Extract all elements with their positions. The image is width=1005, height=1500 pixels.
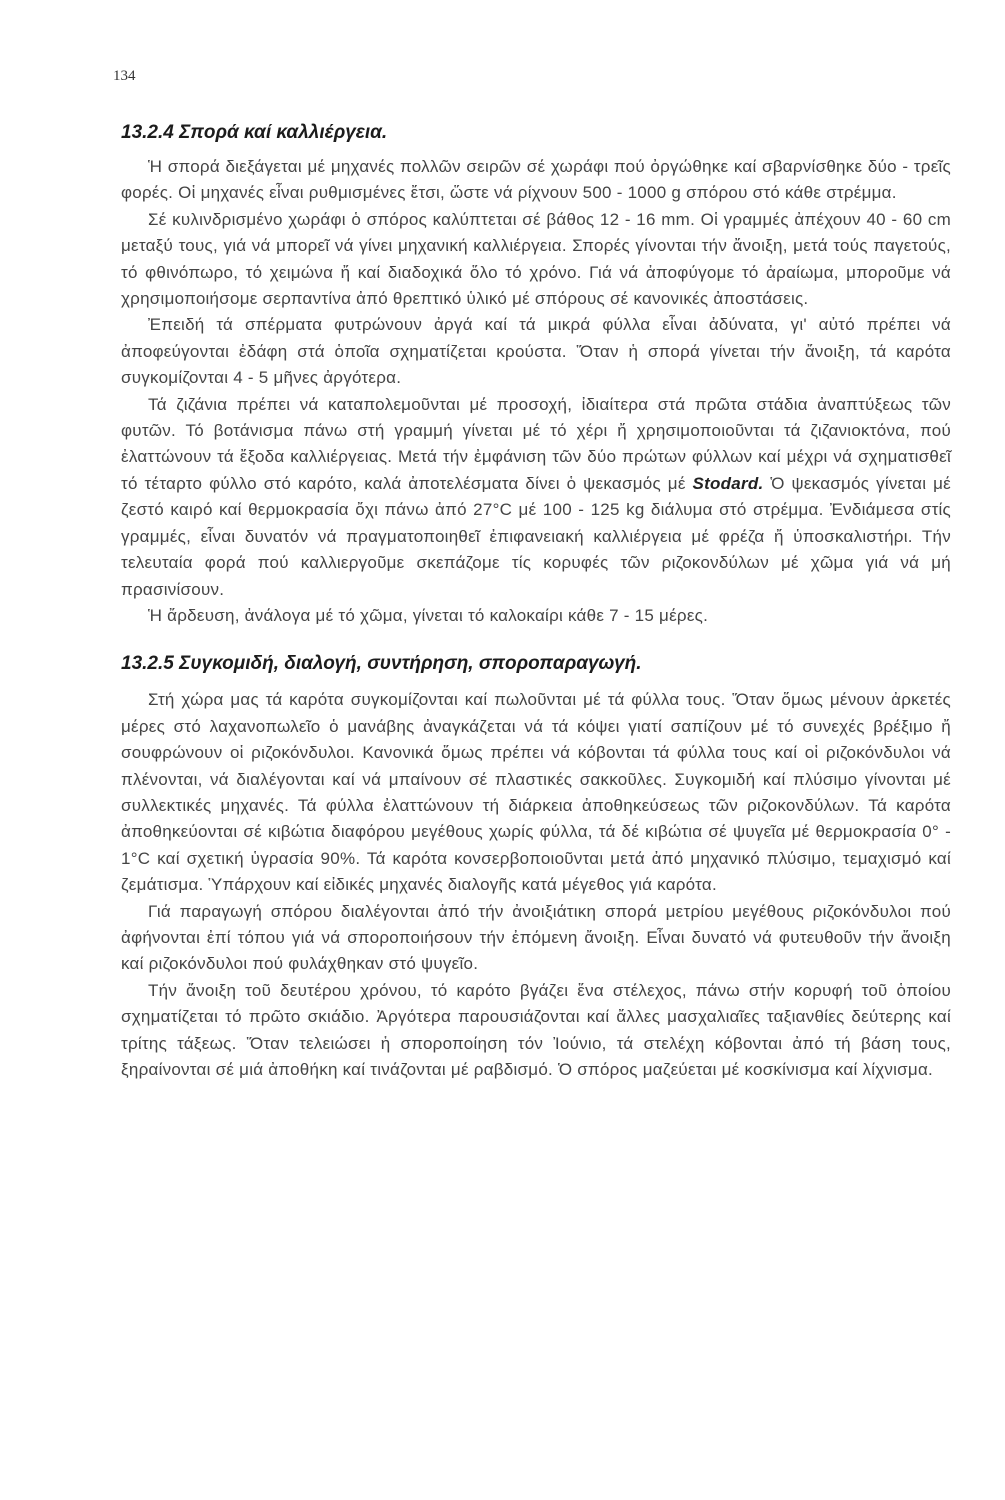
paragraph: Στή χώρα μας τά καρότα συγκομίζονται καί πωλοῦνται μέ τά φύλλα τους. Ὅταν ὅμως μένουν ἀρκετές μέρες στό λαχανοπωλεῖο ὁ μανάβης ἀναγκάζεται νά τά κόψει γιατί σαπίζουν μέ τό συνεχές βρέξιμο ἤ σουφρώνουν οἱ ριζοκόνδυλοι. Κανονικά ὅμως πρέπει νά κόβονται τά φύλλα τους καί οἱ ριζοκόνδυλοι νά πλένονται, νά διαλέγονται καί νά μπαίνουν σέ πλαστικές σακκοῦλες. Συγκομιδή καί πλύσιμο γίνονται μέ συλλεκτικές μηχανές. Τά φύλλα ἐλαττώνουν τή διάρκεια ἀποθηκεύσεως τῶν ριζοκονδύλων. Τά καρότα ἀποθηκεύονται σέ κιβώτια διαφόρου μεγέθους χωρίς φύλλα, τά δέ κιβώτια σέ ψυγεῖα μέ θερμοκρασία 0° - 1°C καί σχετική ὑγρασία 90%. Τά καρότα κονσερβοποιοῦνται μετά ἀπό μηχανικό πλύσιμο, τεμαχισμό καί ζεμάτισμα. Ὑπάρχουν καί εἰδικές μηχανές διαλογῆς κατά μέγεθος γιά καρότα. (121, 690, 951, 895)
section-heading-harvest: 13.2.5 Συγκομιδή, διαλογή, συντήρηση, σποροπαραγωγή. (121, 653, 642, 675)
paragraph: Τήν ἄνοιξη τοῦ δευτέρου χρόνου, τό καρότο βγάζει ἕνα στέλεχος, πάνω στήν κορυφή τοῦ ὁποίου σχηματίζεται τό πρῶτο σκιάδιο. Ἀργότερα παρουσιάζονται καί ἄλλες μασχαλιαῖες ταξιανθίες δεύτερης καί τρίτης τάξεως. Ὅταν τελειώσει ἡ σποροποίηση τόν Ἰούνιο, τά στελέχη κόβονται ἀπό τή βάση τους, ξηραίνονται σέ μιά ἀποθήκη καί τινάζονται μέ ραβδισμό. Ὁ σπόρος μαζεύεται μέ κοσκίνισμα καί λίχνισμα. (121, 980, 951, 1079)
page-content (121, 120, 951, 1083)
paragraph-weeds (121, 392, 951, 603)
paragraph-irrigation: Ἡ ἄρδευση, ἀνάλογα μέ τό χῶμα, γίνεται τό καλοκαίρι κάθε 7 - 15 μέρες. (148, 605, 709, 625)
paragraph-weeds-text: Τά ζιζάνια πρέπει νά καταπολεμοῦνται μέ προσοχή, ἰδιαίτερα στά πρῶτα στάδια ἀναπτύξεως τῶν φυτῶν. Τό βοτάνισμα πάνω στή γραμμή γίνεται μέ τό χέρι ἤ χρησιμοποιοῦνται τά ζιζανιοκτόνα, πού ἐλαττώνουν τά ἔξοδα καλλιέργειας. Μετά τήν ἐμφάνιση τῶν δύο πρώτων φύλλων καί μέχρι νά σχηματισθεῖ τό τέταρτο φύλλο στό καρότο, καλά ἀποτελέσματα δίνει ὁ ψεκασμός μέ (121, 394, 951, 493)
section-heading-sowing: 13.2.4 Σπορά καί καλλιέργεια. (121, 122, 388, 143)
paragraph: Ἐπειδή τά σπέρματα φυτρώνουν ἀργά καί τά μικρά φύλλα εἶναι ἀδύνατα, γι' αὐτό πρέπει νά ἀποφεύγονται ἐδάφη στά ὁποῖα σχηματίζεται κρούστα. Ὅταν ἡ σπορά γίνεται τήν ἄνοιξη, τά καρότα συγκομίζονται 4 - 5 μῆνες ἀργότερα. (121, 315, 951, 388)
paragraph: Γιά παραγωγή σπόρου διαλέγονται ἀπό τήν ἀνοιξιάτικη σπορά μετρίου μεγέθους ριζοκόνδυλοι πού ἀφήνονται ἐπί τόπου γιά νά σποροποιήσουν τήν ἐπόμενη ἄνοιξη. Εἶναι δυνατό νά φυτευθοῦν τήν ἄνοιξη καί ριζοκόνδυλοι πού φυλάχθηκαν στό ψυγεῖο. (121, 901, 951, 974)
paragraph: Σέ κυλινδρισμένο χωράφι ὁ σπόρος καλύπτεται σέ βάθος 12 - 16 mm. Οἱ γραμμές ἀπέχουν 40 - 60 cm μεταξύ τους, γιά νά μπορεῖ νά γίνει μηχανική καλλιέργεια. Σπορές γίνονται τήν ἄνοιξη, μετά τούς παγετούς, τό φθινόπωρο, τό χειμώνα ἤ καί διαδοχικά ὅλο τό χρόνο. Γιά νά ἀποφύγομε τό ἀραίωμα, μποροῦμε νά χρησιμοποιήσομε σερπαντίνα ἀπό θρεπτικό ὑλικό μέ σπόρους σέ κανονικές ἀποστάσεις. (121, 209, 951, 309)
paragraph-spraying-text: Ὁ ψεκασμός γίνεται μέ ζεστό καιρό καί θερμοκρασία ὄχι πάνω ἀπό 27°C μέ 100 - 125 kg διάλυμα στό στρέμμα. Ἐνδιάμεσα στίς γραμμές, εἶναι δυνατόν νά πραγματοποιηθεῖ ἐπιφανειακή καλλιέργεια μέ φρέζα ἤ ὑποσκαλιστήρι. Τήν τελευταία φορά πού καλλιεργοῦμε σκεπάζομε τίς κορυφές τῶν ριζοκονδύλων μέ χῶμα γιά νά μή πρασινίσουν. (121, 473, 951, 599)
paragraph: Ἡ σπορά διεξάγεται μέ μηχανές πολλῶν σειρῶν σέ χωράφι πού ὀργώθηκε καί σβαρνίσθηκε δύο - τρεῖς φορές. Οἱ μηχανές εἶναι ρυθμισμένες ἔτσι, ὥστε νά ρίχνουν 500 - 1000 g σπόρου στό κάθε στρέμμα. (121, 157, 951, 203)
emphasis-stodard: Stodard. (692, 473, 764, 493)
page-number: 134 (113, 68, 136, 84)
